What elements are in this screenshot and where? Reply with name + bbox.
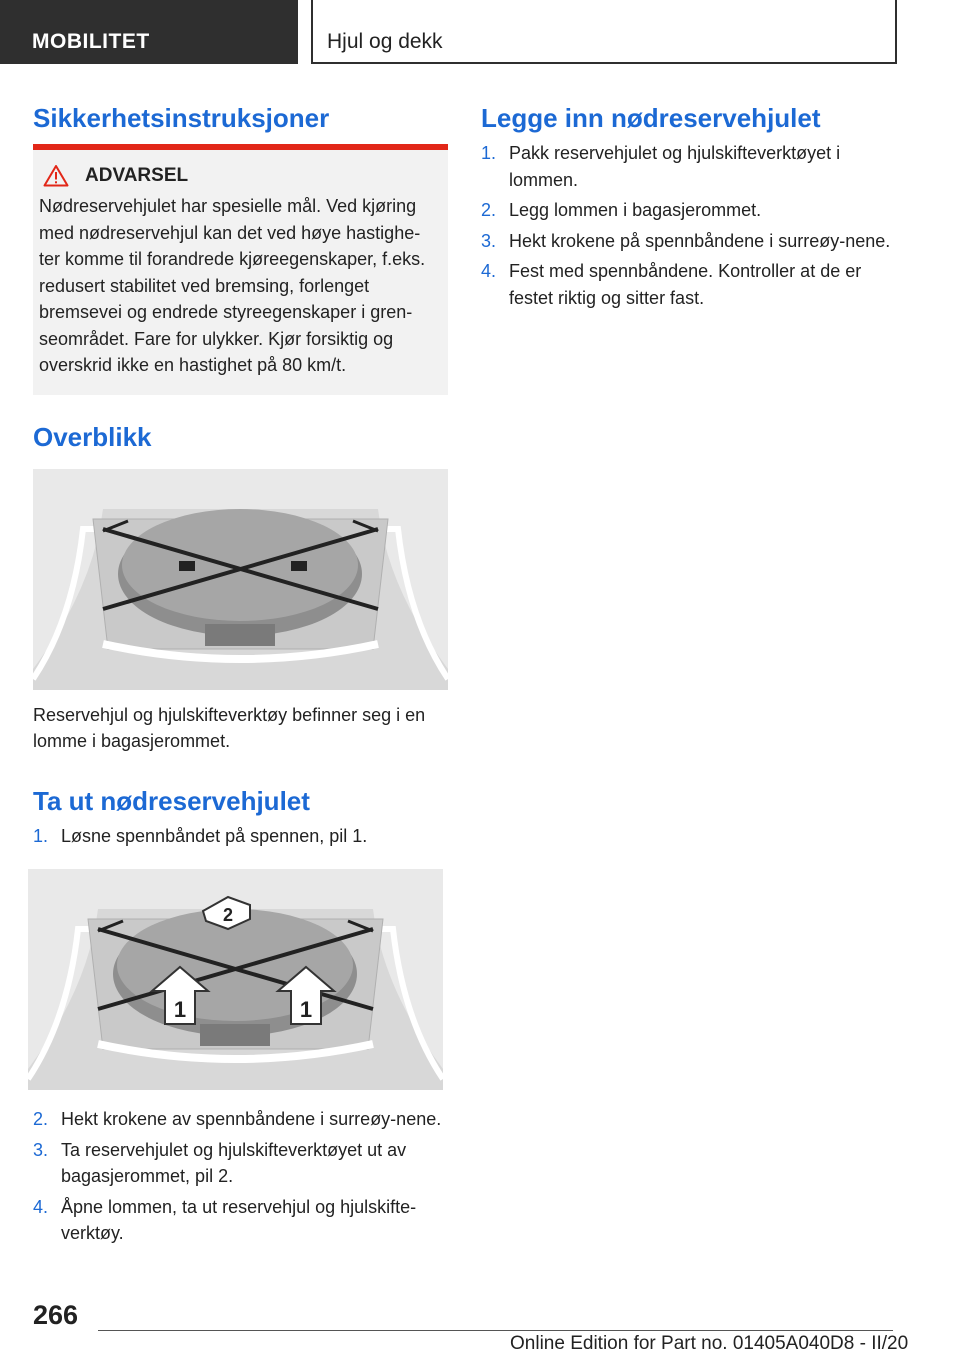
warning-box <box>33 150 448 395</box>
list-item <box>481 197 901 224</box>
step-text: Hekt krokene på spennbåndene i surreøy-nene. <box>509 230 891 251</box>
edition-note: Online Edition for Part no. 01405A040D8 - II/20 <box>510 1333 909 1354</box>
overview-heading: Overblikk <box>33 421 152 452</box>
arrow-label-1a: 1 <box>173 997 187 1022</box>
step-number: 3. <box>33 1139 49 1160</box>
remove-step-list-first <box>33 823 448 850</box>
trunk-illustration <box>33 469 448 690</box>
section-title: MOBILITET <box>32 30 150 53</box>
page-number: 266 <box>33 1300 79 1330</box>
list-item <box>481 258 901 311</box>
step-number: 4. <box>33 1196 49 1217</box>
step-number: 2. <box>33 1109 49 1129</box>
step-text: Ta reservehjulet og hjulskifteverktøyet ut av bagasjerommet, pil 2. <box>61 1139 407 1186</box>
step-text: Legg lommen i bagasjerommet. <box>509 200 762 220</box>
overview-caption: Reservehjul og hjulskifteverktøy befinner seg i en lomme i bagasjerommet. <box>33 704 426 751</box>
step-number: 1. <box>33 825 49 846</box>
section-tab <box>0 0 298 64</box>
step-text: Fest med spennbåndene. Kontroller at de er festet riktig og sitter fast. <box>509 261 862 308</box>
step-text: Pakk reservehjulet og hjulskifteverktøyet i lommen. <box>509 143 841 190</box>
step-number: 3. <box>481 230 497 251</box>
warning-triangle-icon <box>43 164 69 187</box>
trunk-illustration-arrows <box>28 869 443 1090</box>
removal-figure <box>28 869 443 1090</box>
warning-text: Nødreservehjulet har spesielle mål. Ved kjøring med nødreservehjul kan det ved høye hastighe-ter komme til forandrede kjøreegenskaper, f.eks. redusert stabilitet ved bremsing, forlenget bremsevei og endrede styreegenskaper i gren-seområdet. Fare for ulykker. Kjør forsiktig og overskrid ikke en hastighet på 80 km/t. <box>39 196 426 375</box>
remove-step-list-rest <box>33 1106 448 1247</box>
step-number: 1. <box>481 143 497 163</box>
list-item <box>481 228 901 255</box>
list-item <box>481 140 901 193</box>
footer-rule <box>98 1330 893 1331</box>
safety-heading: Sikkerhetsinstruksjoner <box>33 103 330 133</box>
remove-heading: Ta ut nødreservehjulet <box>33 785 310 816</box>
chapter-tab <box>311 0 897 64</box>
list-item <box>33 1137 448 1190</box>
step-number: 2. <box>481 200 497 220</box>
list-item <box>33 1106 448 1133</box>
chapter-title: Hjul og dekk <box>327 30 443 53</box>
left-column <box>33 100 448 1251</box>
right-column <box>481 100 901 315</box>
warning-title <box>39 164 440 187</box>
step-text: Løsne spennbåndet på spennen, pil 1. <box>61 825 368 846</box>
warning-label: ADVARSEL <box>85 164 189 186</box>
list-item <box>33 823 448 850</box>
list-item <box>33 1194 448 1247</box>
overview-figure <box>33 469 448 690</box>
step-text: Hekt krokene av spennbåndene i surreøy-nene. <box>61 1109 442 1129</box>
arrow-label-2: 2 <box>222 905 234 925</box>
arrow-label-1b: 1 <box>299 997 313 1022</box>
step-number: 4. <box>481 261 497 281</box>
step-text: Åpne lommen, ta ut reservehjul og hjulskifte-verktøy. <box>61 1196 417 1243</box>
stow-heading: Legge inn nødreservehjulet <box>481 103 821 133</box>
stow-step-list <box>481 140 901 311</box>
